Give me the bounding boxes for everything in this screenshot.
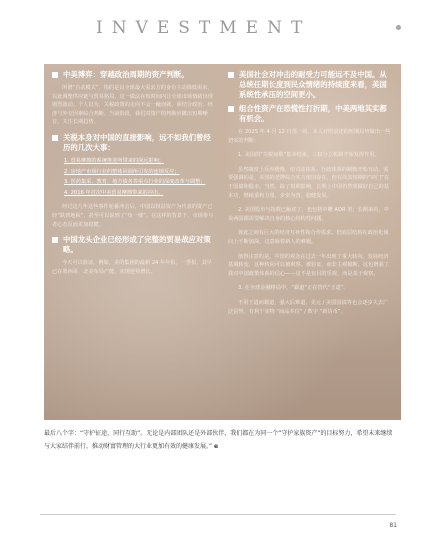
paragraph: 值得注意的是，中国的观念在过去一年出现了重大转向。发展经济基调转变，这种转向可以被观察。被验证，而非主观臆断。这也增强了我对中国政策体系的信心——这不是盲目的乐观，而是基于观察。 (228, 253, 389, 277)
article-panel (44, 64, 401, 420)
paragraph: 今天可以验证，例如，美的集团的最新 24 年年报，一季报，其早已在墨西哥、北美布局产能，实现逆势增长。 (52, 260, 212, 275)
section-heading (52, 235, 216, 255)
square-bullet-icon (228, 72, 234, 78)
heading-text: 中美博弈：穿越政治周期的资产判断。 (63, 70, 189, 79)
section-heading (52, 133, 216, 153)
paragraph: 在 2025 年 4 月 12 日那一周，本人对照前述的短期局势做出一些切实的判断： (228, 129, 391, 144)
heading-text: 美国社会对冲击的耐受力可能远不及中国。从总统任期长度到民众情绪的持续度来看，美国系统性承压的空间更小。 (239, 70, 387, 99)
page-number: 81 (389, 522, 397, 529)
paragraph: 所谓“自杀模式”，指的是以全球最大需求方的身份主动降低需求，以此调整供应链与贸易格局。这一做法在短时间内让全球市场情绪出现剧烈波动。个人以为，关税政策的走向不会一蹴而就，须结合政治、经济与外交因素综合判断。当前阶段，我们对资产的判断应跳出短期噪音，关注长期趋势。 (52, 85, 213, 126)
heading-text: 中国龙头企业已经形成了完整的贸易战应对策略。 (63, 235, 211, 255)
page-header (0, 0, 427, 62)
end-mark: e (214, 442, 219, 450)
paragraph: 2. 美国股市与指数已触底了，也包括中概 ADR 类；长期来看，中美两国都需要解决自身的核心结构性问题。 (228, 207, 389, 222)
footer-divider (40, 514, 396, 515)
list-item: 4. 2016 年首次中美贸易摩擦带来的冲击。 (64, 189, 164, 196)
paragraph: 彼此之间有巨大的经济互补性和合作需求。但底层结构在政治化倾向上不断加深，这意味着新人的难题。 (228, 230, 389, 245)
paragraph: 不用王道而霸道，强大后难道，美元 / 美国国债等也会逐步失去广泛信誉。有利于实物 “商品本位” / 数字 “新货币”。 (228, 299, 389, 315)
square-bullet-icon (52, 72, 58, 78)
paragraph: 1. 美国的“关税间歇”基本结束，三权分立机制开始发挥作用。 (238, 152, 380, 159)
square-bullet-icon (228, 106, 234, 112)
heading-text: 组合性资产在恐慌性打折期，中美两地其实都有机会。 (239, 104, 387, 123)
closing-paragraph (44, 428, 394, 453)
list-item: 2. 房地产市场行业的整体回调所引发的连锁反应； (64, 168, 180, 175)
paragraph: 经过这几年这些事件轮番冲击后，中国以权益资产为代表的资产已经“跌到地板”，甚至可以说到了“负一楼”。在这样的背景下，市场参与者心态反而更加稳健。 (52, 204, 214, 228)
section-heading (228, 70, 392, 100)
list-item: 3. 医药集采、教育、地方债务等重点行业的深度改革与调整； (64, 179, 206, 186)
header-dot-icon (396, 25, 401, 30)
right-column (228, 70, 392, 322)
section-heading (228, 104, 392, 124)
paragraph: 虽然制度上反应缓慢，但司法体系、行政体系的制衡开始互动。需要强调的是，美国的老牌综合实力依旧存在，但在次其短期的“冲门”在于国债和股市。当然，除了短期影响，长期上中国仍然要做好自己的基本功，继续重构力量，步步为营，稳健发展。 (228, 166, 390, 199)
section-title: INVESTMENT (96, 18, 312, 38)
paragraph: 3. 在全球金融格局中，“霸道”正在替代“王道”。 (238, 285, 349, 292)
list-item: 1. 贸易摩擦的系统推进所带来的深远影响； (64, 157, 164, 164)
square-bullet-icon (52, 135, 58, 141)
section-heading (52, 70, 216, 80)
square-bullet-icon (52, 237, 58, 243)
closing-text: 最后八个字：“守护征途，同行互助”。无论是内部团队还是外部伙伴，我们都在为同一个“守护家族资产”的目标努力，希望未来继续与大家结伴前行，推动财富管理的大行业更加有效的健康发展。” (44, 430, 393, 450)
left-column (52, 70, 216, 282)
heading-text: 关税本身对中国的直接影响，远不如我们曾经历的几次大事： (63, 132, 211, 152)
